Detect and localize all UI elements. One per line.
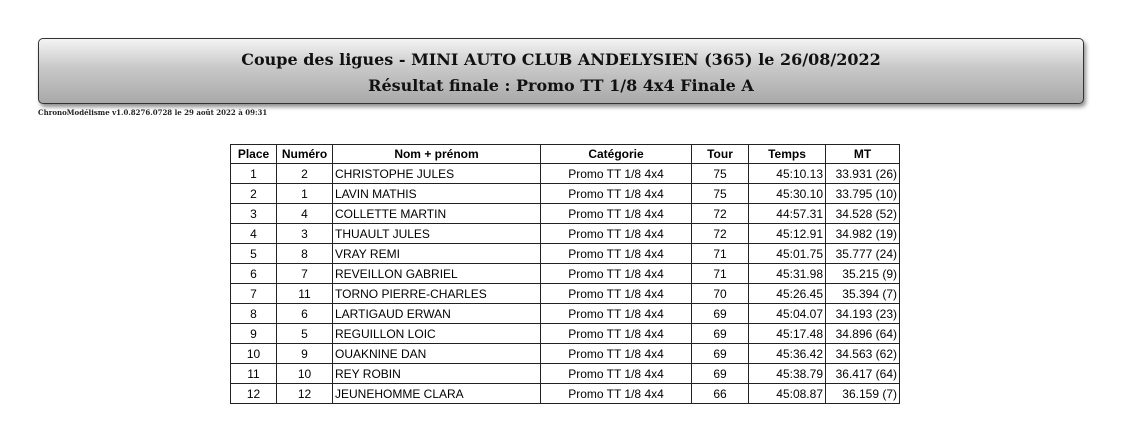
table-row	[231, 244, 900, 264]
table-row	[231, 224, 900, 244]
cell-category: Promo TT 1/8 4x4	[541, 164, 692, 184]
cell-number: 9	[277, 344, 333, 364]
cell-time: 45:01.75	[749, 244, 826, 264]
cell-number: 12	[277, 384, 333, 404]
cell-best-lap: 34.528 (52)	[826, 204, 900, 224]
cell-category: Promo TT 1/8 4x4	[541, 204, 692, 224]
cell-place: 11	[231, 364, 277, 384]
cell-name: CHRISTOPHE JULES	[333, 164, 541, 184]
cell-number: 5	[277, 324, 333, 344]
cell-laps: 71	[692, 244, 749, 264]
cell-time: 44:57.31	[749, 204, 826, 224]
cell-best-lap: 34.982 (19)	[826, 224, 900, 244]
column-header-place: Place	[231, 145, 277, 164]
cell-best-lap: 35.777 (24)	[826, 244, 900, 264]
column-header-number: Numéro	[277, 145, 333, 164]
results-table-body	[231, 164, 900, 404]
cell-number: 7	[277, 264, 333, 284]
cell-time: 45:38.79	[749, 364, 826, 384]
column-header-time: Temps	[749, 145, 826, 164]
cell-place: 2	[231, 184, 277, 204]
cell-best-lap: 35.215 (9)	[826, 264, 900, 284]
cell-laps: 69	[692, 324, 749, 344]
cell-time: 45:26.45	[749, 284, 826, 304]
cell-place: 12	[231, 384, 277, 404]
cell-best-lap: 33.931 (26)	[826, 164, 900, 184]
cell-time: 45:04.07	[749, 304, 826, 324]
cell-category: Promo TT 1/8 4x4	[541, 384, 692, 404]
cell-laps: 75	[692, 164, 749, 184]
cell-time: 45:36.42	[749, 344, 826, 364]
cell-laps: 75	[692, 184, 749, 204]
cell-time: 45:12.91	[749, 224, 826, 244]
cell-name: TORNO PIERRE-CHARLES	[333, 284, 541, 304]
cell-laps: 69	[692, 304, 749, 324]
cell-place: 3	[231, 204, 277, 224]
cell-place: 7	[231, 284, 277, 304]
cell-name: LARTIGAUD ERWAN	[333, 304, 541, 324]
cell-place: 6	[231, 264, 277, 284]
cell-category: Promo TT 1/8 4x4	[541, 224, 692, 244]
table-row	[231, 284, 900, 304]
cell-best-lap: 34.193 (23)	[826, 304, 900, 324]
column-header-category: Catégorie	[541, 145, 692, 164]
cell-best-lap: 36.417 (64)	[826, 364, 900, 384]
page-title: Coupe des ligues - MINI AUTO CLUB ANDELYSIEN (365) le 26/08/2022	[241, 50, 881, 69]
cell-name: JEUNEHOMME CLARA	[333, 384, 541, 404]
results-table	[230, 144, 900, 404]
cell-best-lap: 34.896 (64)	[826, 324, 900, 344]
cell-name: REY ROBIN	[333, 364, 541, 384]
cell-place: 9	[231, 324, 277, 344]
cell-number: 8	[277, 244, 333, 264]
column-header-name: Nom + prénom	[333, 145, 541, 164]
title-banner	[38, 38, 1084, 104]
cell-laps: 72	[692, 204, 749, 224]
cell-name: REGUILLON LOIC	[333, 324, 541, 344]
cell-name: REVEILLON GABRIEL	[333, 264, 541, 284]
cell-category: Promo TT 1/8 4x4	[541, 344, 692, 364]
table-row	[231, 264, 900, 284]
cell-laps: 69	[692, 364, 749, 384]
table-row	[231, 204, 900, 224]
cell-place: 10	[231, 344, 277, 364]
cell-best-lap: 36.159 (7)	[826, 384, 900, 404]
cell-category: Promo TT 1/8 4x4	[541, 244, 692, 264]
cell-best-lap: 35.394 (7)	[826, 284, 900, 304]
table-row	[231, 344, 900, 364]
cell-place: 1	[231, 164, 277, 184]
cell-category: Promo TT 1/8 4x4	[541, 284, 692, 304]
cell-number: 4	[277, 204, 333, 224]
cell-laps: 70	[692, 284, 749, 304]
table-row	[231, 184, 900, 204]
table-row	[231, 304, 900, 324]
cell-time: 45:30.10	[749, 184, 826, 204]
cell-name: COLLETTE MARTIN	[333, 204, 541, 224]
cell-place: 8	[231, 304, 277, 324]
cell-time: 45:17.48	[749, 324, 826, 344]
table-row	[231, 364, 900, 384]
column-header-laps: Tour	[692, 145, 749, 164]
cell-category: Promo TT 1/8 4x4	[541, 364, 692, 384]
cell-category: Promo TT 1/8 4x4	[541, 264, 692, 284]
version-stamp: ChronoModélisme v1.0.8276.0728 le 29 août 2022 à 09:31	[38, 108, 268, 117]
cell-time: 45:08.87	[749, 384, 826, 404]
cell-name: OUAKNINE DAN	[333, 344, 541, 364]
table-header-row	[231, 145, 900, 164]
table-row	[231, 384, 900, 404]
cell-number: 6	[277, 304, 333, 324]
table-row	[231, 164, 900, 184]
cell-category: Promo TT 1/8 4x4	[541, 304, 692, 324]
cell-best-lap: 33.795 (10)	[826, 184, 900, 204]
page-subtitle: Résultat finale : Promo TT 1/8 4x4 Finale A	[368, 76, 754, 95]
cell-number: 10	[277, 364, 333, 384]
cell-category: Promo TT 1/8 4x4	[541, 184, 692, 204]
cell-category: Promo TT 1/8 4x4	[541, 324, 692, 344]
cell-number: 11	[277, 284, 333, 304]
cell-number: 3	[277, 224, 333, 244]
cell-best-lap: 34.563 (62)	[826, 344, 900, 364]
column-header-best-lap: MT	[826, 145, 900, 164]
cell-name: LAVIN MATHIS	[333, 184, 541, 204]
cell-laps: 69	[692, 344, 749, 364]
cell-laps: 66	[692, 384, 749, 404]
cell-laps: 72	[692, 224, 749, 244]
table-row	[231, 324, 900, 344]
cell-laps: 71	[692, 264, 749, 284]
cell-name: THUAULT JULES	[333, 224, 541, 244]
cell-time: 45:31.98	[749, 264, 826, 284]
cell-number: 1	[277, 184, 333, 204]
cell-number: 2	[277, 164, 333, 184]
cell-name: VRAY REMI	[333, 244, 541, 264]
cell-place: 4	[231, 224, 277, 244]
cell-time: 45:10.13	[749, 164, 826, 184]
cell-place: 5	[231, 244, 277, 264]
